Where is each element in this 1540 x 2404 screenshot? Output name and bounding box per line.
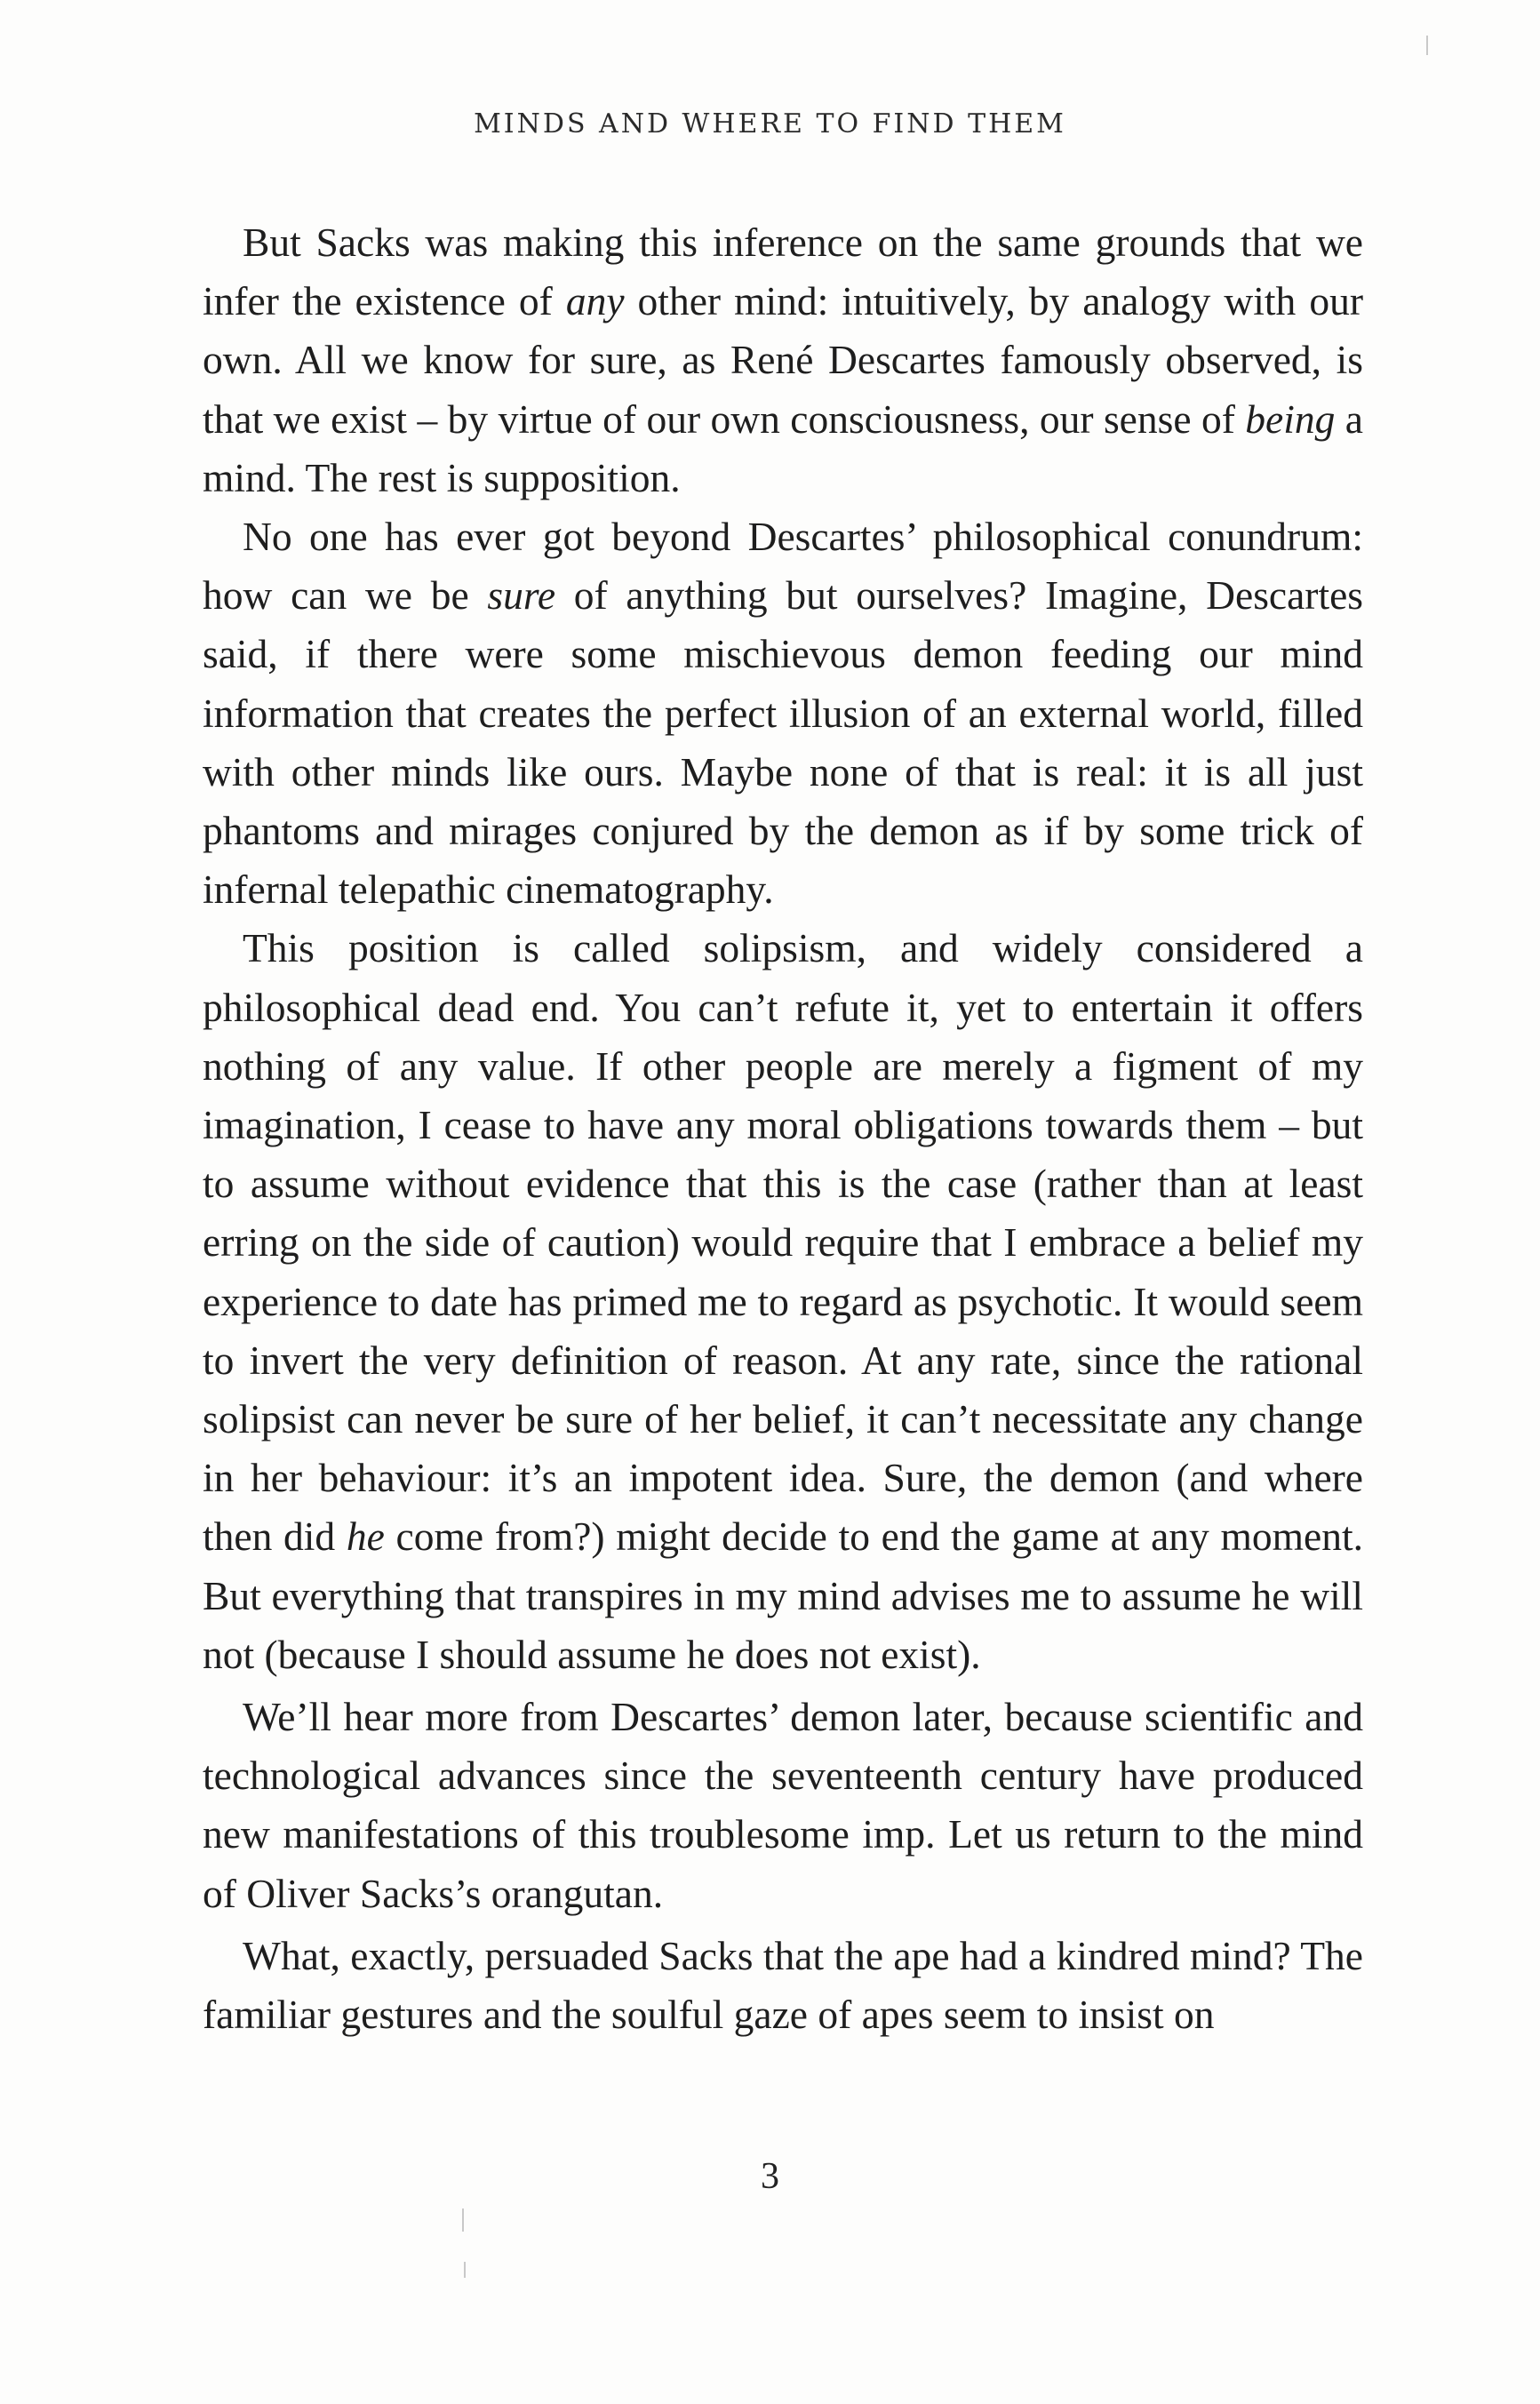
running-head: MINDS AND WHERE TO FIND THEM <box>474 108 1066 140</box>
text-run: of anything but ourselves? Imagine, Descartes said, if there were some mischievous demon feeding our mind information that creates the perfect illusion of an external world, filled with other minds like ours. Maybe none of that is real: it is all just phantoms and mirages conjured by the demon as if by some trick of infernal telepathic cinematography. <box>203 572 1364 913</box>
text-run: come from?) might decide to end the game at any moment. But everything that transpires in my mind advises me to assume he will not (because I should assume he does not exist). <box>203 1513 1363 1677</box>
italic-text: any <box>565 278 625 324</box>
italic-text: being <box>1245 395 1336 442</box>
italic-text: he <box>346 1513 385 1560</box>
text-run: We’ll hear more from Descartes’ demon later, because scientific and technological advances since the seventeenth century have produced new manifestations of this troublesome imp. Let us return to the mind of Oliver Sacks’s orangutan. <box>203 1694 1363 1916</box>
italic-text: sure <box>487 572 556 619</box>
body-text <box>203 213 1363 2044</box>
paragraph <box>203 1927 1363 2044</box>
paper-mark <box>464 2262 466 2278</box>
paragraph <box>203 507 1363 919</box>
text-run: What, exactly, persuaded Sacks that the ape had a kindred mind? The familiar gestures and the soulful gaze of apes seem to insist on <box>203 1932 1363 2038</box>
text-run: This position is called solipsism, and widely considered a philosophical dead end. You can’t refute it, yet to entertain it offers nothing of any value. If other people are merely a figment of my imagination, I cease to have any moral obligations towards them – but to assume without evidence that this is the case (rather than at least erring on the side of caution) would require that I embrace a belief my experience to date has primed me to regard as psychotic. It would seem to invert the very definition of reason. At any rate, since the rational solipsist can never be sure of her belief, it can’t necessitate any change in her behaviour: it’s an impotent idea. Sure, the demon (and where then did <box>203 925 1363 1560</box>
text-run: But Sacks was making this inference on the same grounds that we infer the existence of <box>203 220 1363 324</box>
paper-mark <box>462 2208 464 2232</box>
page-number: 3 <box>761 2156 779 2197</box>
text-run: No one has ever got beyond Descartes’ philosophical conundrum: how can we be <box>203 514 1363 619</box>
text-run: a mind. The rest is supposition. <box>203 395 1363 500</box>
paper-mark <box>1426 36 1428 55</box>
paragraph <box>203 1688 1363 1923</box>
text-run: other mind: intuitively, by analogy with our own. All we know for sure, as René Descartes famously observed, is that we exist – by virtue of our own consciousness, our sense of <box>203 278 1363 442</box>
paragraph <box>203 213 1363 507</box>
paragraph <box>203 919 1363 1684</box>
